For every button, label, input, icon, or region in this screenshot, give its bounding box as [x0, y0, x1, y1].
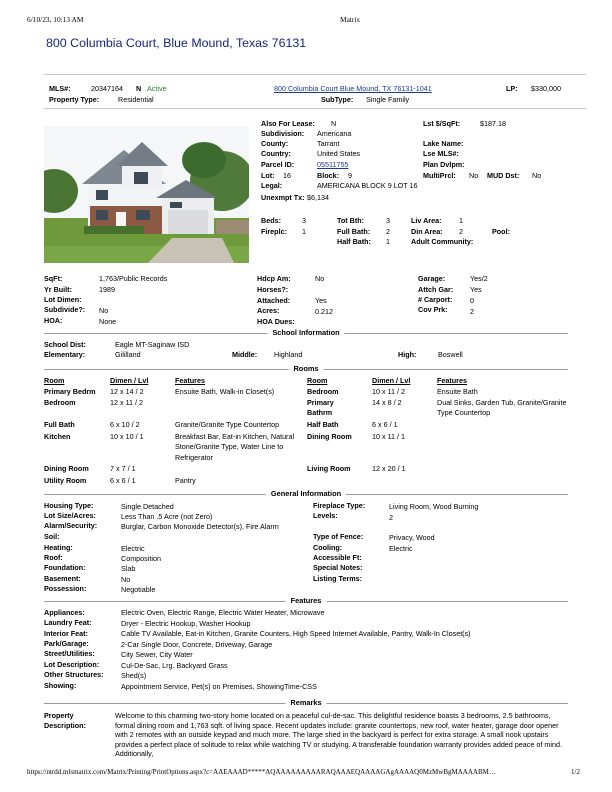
- fireplc-value: 1: [302, 227, 306, 236]
- room-features: Ensuite Bath, Walk-in Closet(s): [175, 387, 275, 396]
- attch-gar-value: Yes: [470, 285, 482, 294]
- attached-label: Attached:: [257, 296, 291, 305]
- sqft-value: 1,763/Public Records: [99, 274, 168, 283]
- rooms-header-dimen: Dimen / Lvl: [110, 376, 149, 385]
- features-section-title: Features: [286, 596, 327, 605]
- garage-value: Yes/2: [470, 274, 488, 283]
- country-value: United States: [317, 149, 361, 158]
- print-datetime: 6/10/23, 10:13 AM: [27, 15, 84, 24]
- full-bath-label: Full Bath:: [337, 227, 371, 236]
- roof-label: Roof:: [44, 553, 63, 562]
- half-bath-label: Half Bath:: [337, 237, 371, 246]
- subdivision-value: Americana: [317, 129, 352, 138]
- middle-value: Highland: [274, 350, 303, 359]
- property-photo[interactable]: [44, 126, 249, 263]
- feature-label: Interior Feat:: [44, 629, 88, 638]
- rooms-header-features: Features: [175, 376, 205, 385]
- block-value: 9: [348, 171, 352, 180]
- mls-flag: N: [136, 84, 142, 93]
- middle-label: Middle:: [232, 350, 258, 359]
- carport-value: 0: [470, 296, 474, 305]
- adult-community-label: Adult Community:: [411, 237, 474, 246]
- hoa-value: None: [99, 317, 117, 326]
- yr-built-label: Yr Built:: [44, 285, 72, 294]
- room-dimensions: 10 x 10 / 1: [110, 432, 144, 441]
- lp-label: LP:: [506, 84, 518, 93]
- plan-dvlpm-label: Plan Dvlpm:: [423, 160, 465, 169]
- acres-label: Acres:: [257, 306, 280, 315]
- status-badge: Active: [147, 84, 167, 93]
- soil-label: Soil:: [44, 532, 60, 541]
- possession-value: Negotiable: [121, 585, 156, 594]
- room-features: Dual Sinks, Garden Tub, Granite/Granite Type Countertop: [437, 398, 567, 418]
- tot-bth-label: Tot Bth:: [337, 216, 365, 225]
- unexempt-tax-label: Unexmpt Tx:: [261, 193, 305, 202]
- room-name: Bedroom: [44, 398, 76, 407]
- lse-mls-label: Lse MLS#:: [423, 149, 459, 158]
- lst-sqft-label: Lst $/SqFt:: [423, 119, 461, 128]
- feature-label: Laundry Feat:: [44, 618, 92, 627]
- divider: [44, 108, 586, 109]
- room-name: Half Bath: [307, 420, 339, 429]
- elementary-value: Gililland: [115, 350, 141, 359]
- feature-value: Appointment Service, Pet(s) on Premises, ShowingTime-CSS: [121, 682, 317, 691]
- liv-area-label: Liv Area:: [411, 216, 442, 225]
- listing-terms-label: Listing Terms:: [313, 574, 362, 583]
- country-label: Country:: [261, 149, 291, 158]
- room-name: Utility Room: [44, 476, 87, 485]
- features-section-header: [44, 596, 568, 606]
- acres-value: 0.212: [315, 307, 333, 316]
- room-dimensions: 6 x 10 / 2: [110, 420, 140, 429]
- room-dimensions: 6 x 6 / 1: [372, 420, 398, 429]
- basement-value: No: [121, 575, 131, 584]
- tot-bth-value: 3: [386, 216, 390, 225]
- hdcp-am-value: No: [315, 274, 325, 283]
- legal-label: Legal:: [261, 181, 283, 190]
- room-dimensions: 6 x 6 / 1: [110, 476, 136, 485]
- lot-label: Lot:: [261, 171, 275, 180]
- feature-value: Shed(s): [121, 671, 147, 680]
- school-dist-label: School Dist:: [44, 340, 86, 349]
- pool-label: Pool:: [492, 227, 510, 236]
- room-name: Dining Room: [307, 432, 352, 441]
- address-link[interactable]: 800 Columbia Court Blue Mound, TX 76131-1041: [274, 84, 432, 93]
- special-notes-label: Special Notes:: [313, 563, 363, 572]
- full-bath-value: 2: [386, 227, 390, 236]
- lake-name-label: Lake Name:: [423, 139, 464, 148]
- rooms-header-features: Features: [437, 376, 467, 385]
- room-features: Ensuite Bath: [437, 387, 478, 396]
- school-section-header: [44, 328, 568, 338]
- carport-label: # Carport:: [418, 295, 453, 304]
- property-description-text: Welcome to this charming two-story home located on a peaceful cul-de-sac. This delightful residence boasts 3 bedrooms, 2.5 bathrooms, formal dining room and 1,763 sqft. of living space. Recent updates include: granite countertops, new roof, water heater, garage door opener with 2 remotes with an outside keypad and much more. The large shed in the backyard is perfect for extra storage. A small nook upstairs provides a perfect place of solitude to relax while watching TV or studying. A transferable foundation warranty provides added peace of mind. Additionally,: [115, 711, 562, 759]
- county-value: Tarrant: [317, 139, 340, 148]
- cov-prk-value: 2: [470, 307, 474, 316]
- beds-value: 3: [302, 216, 306, 225]
- horses-label: Horses?:: [257, 285, 289, 294]
- parcel-id-link[interactable]: 05511755: [317, 160, 349, 169]
- feature-label: Other Structures:: [44, 670, 104, 679]
- subdivision-label: Subdivision:: [261, 129, 305, 138]
- feature-label: Lot Description:: [44, 660, 100, 669]
- room-features: Granite/Granite Type Countertop: [175, 420, 280, 429]
- lot-size-value: Less Than .5 Acre (not Zero): [121, 512, 213, 521]
- type-of-fence-value: Privacy, Wood: [389, 533, 435, 542]
- levels-value: 2: [389, 513, 393, 522]
- housing-type-label: Housing Type:: [44, 501, 94, 510]
- foundation-label: Foundation:: [44, 563, 86, 572]
- housing-type-value: Single Detached: [121, 502, 174, 511]
- cov-prk-label: Cov Prk:: [418, 305, 448, 314]
- alarm-value: Burglar, Carbon Monoxide Detector(s), Fire Alarm: [121, 522, 279, 531]
- fireplace-type-label: Fireplace Type:: [313, 501, 366, 510]
- room-dimensions: 12 x 11 / 2: [110, 398, 144, 407]
- mls-label: MLS#:: [49, 84, 71, 93]
- divider: [44, 74, 586, 75]
- page-number: 1/2: [571, 768, 580, 776]
- type-of-fence-label: Type of Fence:: [313, 532, 364, 541]
- garage-label: Garage:: [418, 274, 446, 283]
- property-description-label: Property Description:: [44, 711, 86, 730]
- sqft-label: SqFt:: [44, 274, 63, 283]
- general-section-title: General Information: [266, 489, 346, 498]
- property-type-label: Property Type:: [49, 95, 100, 104]
- remarks-section-header: [44, 698, 568, 708]
- din-area-value: 2: [459, 227, 463, 236]
- feature-label: Appliances:: [44, 608, 85, 617]
- subtype-value: Single Family: [366, 95, 410, 104]
- levels-label: Levels:: [313, 511, 338, 520]
- room-name: Primary Bathrm: [307, 398, 334, 418]
- room-name: Kitchen: [44, 432, 71, 441]
- room-name: Dining Room: [44, 464, 89, 473]
- high-label: High:: [398, 350, 417, 359]
- school-dist-value: Eagle MT-Saginaw ISD: [115, 340, 190, 349]
- attch-gar-label: Attch Gar:: [418, 285, 454, 294]
- mud-dst-label: MUD Dst:: [487, 171, 520, 180]
- feature-label: Street/Utilities:: [44, 649, 95, 658]
- room-name: Full Bath: [44, 420, 75, 429]
- print-url: https://ntrdd.mlsmatrix.com/Matrix/Printing/PrintOptions.aspx?c=AAEAAAD*****AQAAAAAAAAARAQAAAEQAAAAGAgAAAAQ0MzMwBgMAAAABM…: [27, 768, 496, 776]
- page-title: 800 Columbia Court, Blue Mound, Texas 76131: [46, 36, 307, 50]
- basement-label: Basement:: [44, 574, 81, 583]
- room-dimensions: 12 x 20 / 1: [372, 464, 406, 473]
- lp-value: $330,000: [531, 84, 561, 93]
- general-section-header: [44, 489, 568, 499]
- fireplace-type-value: Living Room, Wood Burning: [389, 502, 479, 511]
- yr-built-value: 1989: [99, 285, 115, 294]
- subtype-label: SubType:: [321, 95, 354, 104]
- cooling-value: Electric: [389, 544, 413, 553]
- mls-number: 20347164: [91, 84, 123, 93]
- remarks-section-title: Remarks: [285, 698, 326, 707]
- room-features: Pantry: [175, 476, 196, 485]
- lot-dimen-label: Lot Dimen:: [44, 295, 82, 304]
- possession-label: Possession:: [44, 584, 87, 593]
- attached-value: Yes: [315, 296, 327, 305]
- multiprcl-value: No: [469, 171, 479, 180]
- foundation-value: Slab: [121, 564, 136, 573]
- beds-label: Beds:: [261, 216, 281, 225]
- county-label: County:: [261, 139, 289, 148]
- room-dimensions: 14 x 8 / 2: [372, 398, 402, 407]
- room-dimensions: 7 x 7 / 1: [110, 464, 136, 473]
- rooms-section-title: Rooms: [288, 364, 323, 373]
- room-features: Breakfast Bar, Eat-in Kitchen, Natural Stone/Granite Type, Water Line to Refrigerator: [175, 432, 295, 462]
- rooms-section-header: [44, 364, 568, 374]
- feature-value: City Sewer, City Water: [121, 650, 193, 659]
- alarm-label: Alarm/Security:: [44, 521, 98, 530]
- room-dimensions: 12 x 14 / 2: [110, 387, 144, 396]
- feature-value: 2-Car Single Door, Concrete, Driveway, Garage: [121, 640, 273, 649]
- rooms-header-dimen: Dimen / Lvl: [372, 376, 411, 385]
- room-name: Bedroom: [307, 387, 339, 396]
- half-bath-value: 1: [386, 237, 390, 246]
- high-value: Boswell: [438, 350, 463, 359]
- feature-label: Showing:: [44, 681, 77, 690]
- property-type-value: Residential: [118, 95, 154, 104]
- house-photo-image: [44, 126, 249, 263]
- hoa-label: HOA:: [44, 316, 63, 325]
- feature-value: Cul-De-Sac, Lrg. Backyard Grass: [121, 661, 228, 670]
- subdivide-label: Subdivide?:: [44, 305, 86, 314]
- room-dimensions: 10 x 11 / 2: [372, 387, 406, 396]
- heating-label: Heating:: [44, 543, 73, 552]
- accessible-ft-label: Accessible Ft:: [313, 553, 362, 562]
- rooms-header-room: Room: [44, 376, 65, 385]
- multiprcl-label: MultiPrcl:: [423, 171, 456, 180]
- feature-value: Dryer - Electric Hookup, Washer Hookup: [121, 619, 251, 628]
- subdivide-value: No: [99, 306, 109, 315]
- room-name: Living Room: [307, 464, 351, 473]
- hdcp-am-label: Hdcp Am:: [257, 274, 291, 283]
- room-dimensions: 10 x 11 / 1: [372, 432, 406, 441]
- parcel-id-label: Parcel ID:: [261, 160, 295, 169]
- legal-value: AMERICANA BLOCK 9 LOT 16: [317, 181, 418, 190]
- room-name: Primary Bedrm: [44, 387, 96, 396]
- heating-value: Electric: [121, 544, 145, 553]
- also-for-lease-label: Also For Lease:: [261, 119, 315, 128]
- elementary-label: Elementary:: [44, 350, 86, 359]
- hoa-dues-label: HOA Dues:: [257, 317, 295, 326]
- block-label: Block:: [317, 171, 339, 180]
- lot-value: 16: [283, 171, 291, 180]
- rooms-header-room: Room: [307, 376, 328, 385]
- lst-sqft-value: $187.18: [480, 119, 506, 128]
- school-section-title: School Information: [267, 328, 344, 337]
- din-area-label: Din Area:: [411, 227, 443, 236]
- mud-dst-value: No: [532, 171, 542, 180]
- cooling-label: Cooling:: [313, 543, 343, 552]
- lot-size-label: Lot Size/Acres:: [44, 511, 96, 520]
- feature-value: Cable TV Available, Eat-in Kitchen, Granite Counters, High Speed Internet Available, Pantry, Walk-In Closet(s): [121, 629, 471, 638]
- also-for-lease-value: N: [331, 119, 337, 128]
- feature-label: Park/Garage:: [44, 639, 89, 648]
- print-app-name: Matrix: [340, 15, 361, 24]
- feature-value: Electric Oven, Electric Range, Electric Water Heater, Microwave: [121, 608, 325, 617]
- liv-area-value: 1: [459, 216, 463, 225]
- unexempt-tax-value: $6,134: [307, 193, 329, 202]
- roof-value: Composition: [121, 554, 161, 563]
- fireplc-label: Fireplc:: [261, 227, 287, 236]
